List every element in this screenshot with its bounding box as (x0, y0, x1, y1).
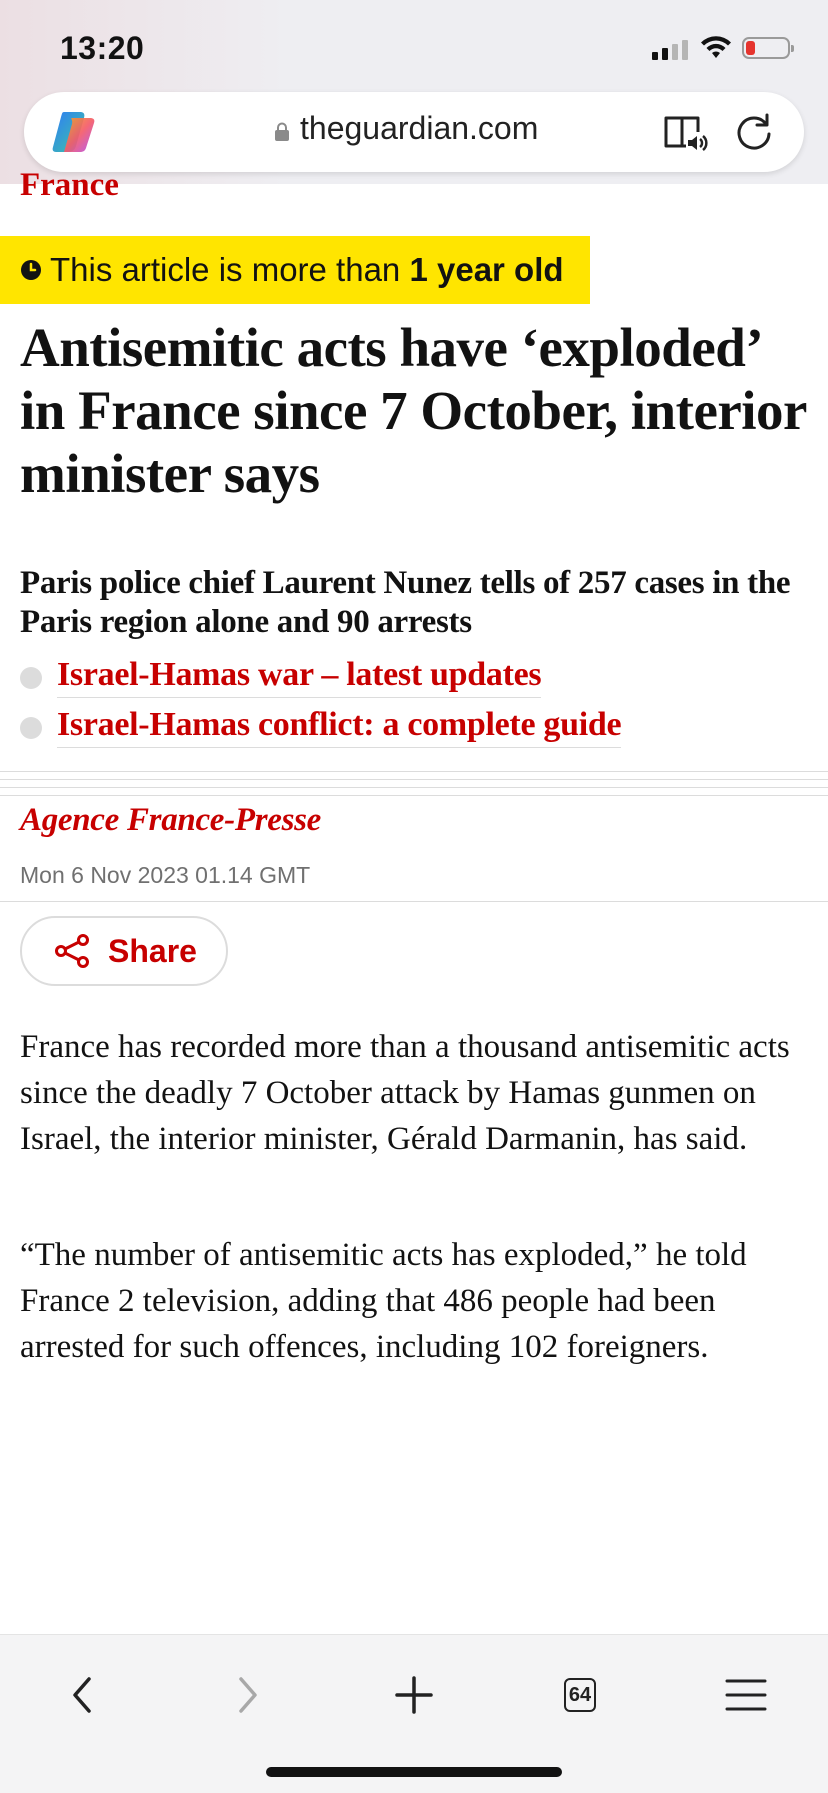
divider (0, 771, 828, 772)
tabs-icon: 64 (564, 1678, 596, 1712)
reload-icon[interactable] (734, 112, 774, 152)
cellular-signal-icon (652, 38, 688, 60)
copilot-icon[interactable] (50, 110, 96, 154)
url-text[interactable]: theguardian.com (300, 110, 539, 146)
article-paragraph: “The number of antisemitic acts has exploded,” he told France 2 television, adding that 486 people had been arrested for such offences, including 102 foreigners. (20, 1237, 747, 1365)
related-link[interactable]: Israel-Hamas war – latest updates (57, 655, 541, 698)
menu-icon (725, 1678, 767, 1712)
address-bar[interactable] (24, 92, 804, 172)
article-headline: Antisemitic acts have ‘exploded’ in France since 7 October, interior minister says (20, 317, 806, 504)
byline[interactable]: Agence France-Presse (20, 802, 322, 838)
share-icon (54, 934, 90, 968)
new-tab-icon (394, 1675, 434, 1715)
divider (0, 787, 828, 788)
dateline: Mon 6 Nov 2023 01.14 GMT (20, 862, 311, 888)
share-button[interactable] (20, 916, 228, 986)
home-indicator[interactable] (266, 1767, 562, 1777)
reader-speaker-icon[interactable] (662, 112, 708, 154)
bullet-dot-icon (20, 717, 42, 739)
age-banner-text: This article is more than 1 year old (50, 251, 564, 288)
menu-button[interactable] (716, 1665, 776, 1725)
article-paragraph: France has recorded more than a thousand antisemitic acts since the deadly 7 October attack by Hamas gunmen on Israel, the interior minister, Gérald Darmanin, has said. (20, 1029, 790, 1157)
status-time: 13:20 (60, 30, 145, 66)
related-link[interactable]: Israel-Hamas conflict: a complete guide (57, 705, 621, 748)
back-button[interactable] (52, 1665, 112, 1725)
wifi-icon (700, 36, 732, 60)
lock-icon (274, 122, 290, 142)
forward-icon (233, 1675, 263, 1715)
bullet-dot-icon (20, 667, 42, 689)
clock-icon (20, 259, 42, 281)
browser-top-chrome (0, 0, 828, 184)
related-link-item[interactable] (20, 705, 810, 745)
battery-icon (742, 37, 790, 59)
forward-button[interactable] (218, 1665, 278, 1725)
share-label: Share (108, 932, 197, 969)
back-icon (67, 1675, 97, 1715)
article-age-banner (0, 236, 590, 304)
section-label[interactable]: France (20, 167, 119, 203)
tabs-button[interactable] (550, 1665, 610, 1725)
article-standfirst: Paris police chief Laurent Nunez tells of 257 cases in the Paris region alone and 90 arrests (20, 565, 791, 640)
divider (0, 795, 828, 796)
related-link-item[interactable] (20, 655, 810, 695)
new-tab-button[interactable] (384, 1665, 444, 1725)
divider (0, 901, 828, 902)
divider (0, 779, 828, 780)
